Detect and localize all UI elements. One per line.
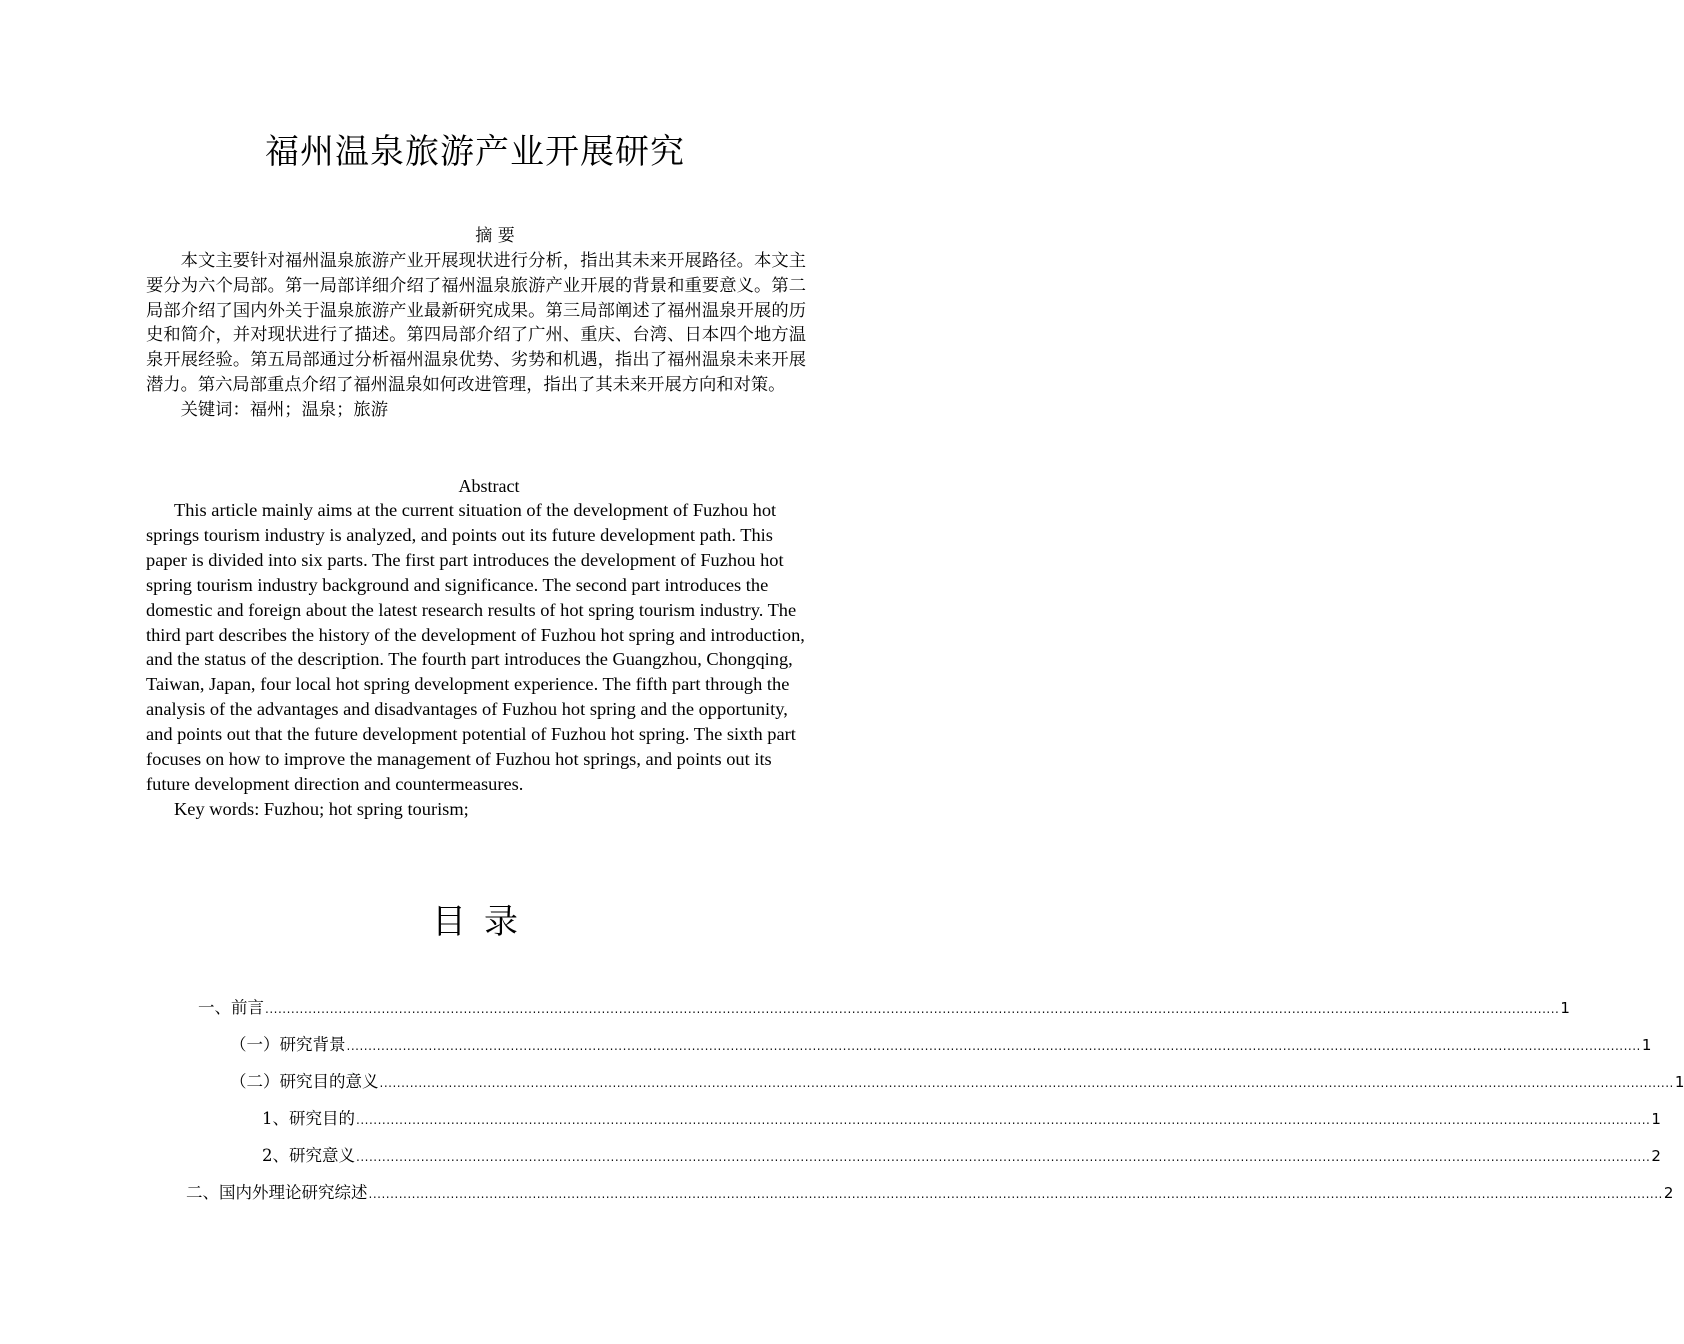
toc-leader-dots: ............................................................................................................................................................................................................................................................................................................: [356, 1113, 1651, 1127]
toc-entry[interactable]: [230, 1068, 1684, 1096]
toc-entry-page: 1: [1641, 1036, 1652, 1054]
page-title: 福州温泉旅游产业开展研究: [265, 132, 685, 172]
toc-entry-label: （二）研究目的意义: [230, 1072, 379, 1091]
toc-leader-dots: ............................................................................................................................................................................................................................................................................................................: [356, 1150, 1651, 1164]
en-keywords: Key words: Fuzhou; hot spring tourism;: [174, 798, 469, 819]
toc-entry-label: 二、国内外理论研究综述: [186, 1183, 368, 1202]
toc-entry-page: 2: [1651, 1147, 1661, 1165]
toc-entry-label: 一、前言: [198, 998, 264, 1017]
en-abstract-body: This article mainly aims at the current situation of the development of Fuzhou hot springs tourism industry is analyzed, and points out its future development path. This paper is divided into six parts. The first part introduces the development of Fuzhou hot spring tourism industry background and significance. The second part introduces the domestic and foreign about the latest research results of hot spring tourism industry. The third part describes the history of the development of Fuzhou hot spring and introduction, and the status of the description. The fourth part introduces the Guangzhou, Chongqing, Taiwan, Japan, four local hot spring development experience. The fifth part through the analysis of the advantages and disadvantages of Fuzhou hot spring and the opportunity, and points out that the future development potential of Fuzhou hot spring. The sixth part focuses on how to improve the management of Fuzhou hot springs, and points out its future development direction and countermeasures.: [146, 500, 805, 794]
toc-leader-dots: ............................................................................................................................................................................................................................................................................................................: [379, 1076, 1674, 1090]
toc-leader-dots: ............................................................................................................................................................................................................................................................................................................: [368, 1187, 1663, 1201]
cn-abstract-heading: 摘 要: [475, 226, 515, 246]
cn-keywords: 关键词：福州；温泉；旅游: [180, 399, 388, 420]
toc-entry-label: （一）研究背景: [230, 1035, 346, 1054]
toc-entry[interactable]: [262, 1142, 1661, 1170]
toc-entry[interactable]: [230, 1031, 1652, 1059]
cn-abstract-body: 本文主要针对福州温泉旅游产业开展现状进行分析，指出其未来开展路径。本文主要分为六个局部。第一局部详细介绍了福州温泉旅游产业开展的背景和重要意义。第二局部介绍了国内外关于温泉旅游产业最新研究成果。第三局部阐述了福州温泉开展的历史和简介，并对现状进行了描述。第四局部介绍了广州、重庆、台湾、日本四个地方温泉开展经验。第五局部通过分析福州温泉优势、劣势和机遇，指出了福州温泉未来开展潜力。第六局部重点介绍了福州温泉如何改进管理，指出了其未来开展方向和对策。: [146, 251, 806, 395]
toc-entry-label: 1、研究目的: [262, 1109, 355, 1128]
toc-entry[interactable]: [198, 994, 1570, 1022]
toc-entry-page: 1: [1651, 1110, 1661, 1128]
toc-entry[interactable]: [262, 1105, 1661, 1133]
toc-entry-page: 1: [1674, 1073, 1684, 1091]
toc-entry-page: 1: [1560, 999, 1570, 1017]
en-abstract: [146, 498, 808, 822]
en-abstract-heading: Abstract: [458, 476, 520, 496]
cn-abstract: [146, 249, 806, 423]
toc-leader-dots: ............................................................................................................................................................................................................................................................................................................: [265, 1002, 1560, 1016]
toc-entry-page: 2: [1663, 1184, 1674, 1202]
toc-entry[interactable]: [186, 1179, 1674, 1207]
toc-title: 目录: [432, 902, 536, 942]
toc-entry-label: 2、研究意义: [262, 1146, 355, 1165]
toc-leader-dots: ............................................................................................................................................................................................................................................................................................................: [346, 1039, 1641, 1053]
